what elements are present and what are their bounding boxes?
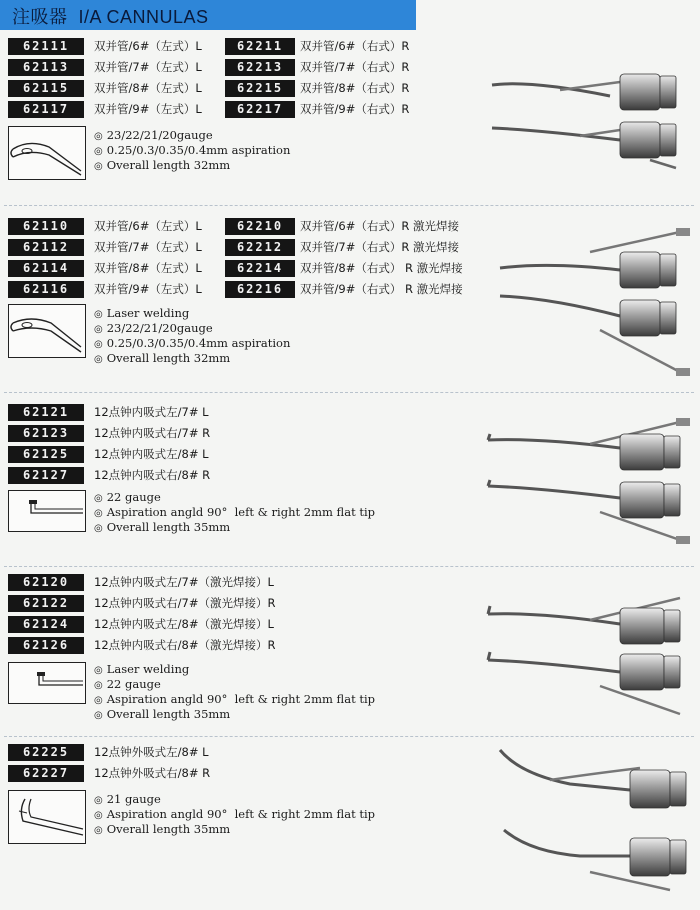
bullet-icon: ◎ xyxy=(94,680,103,691)
product-code: 62216 xyxy=(225,281,295,298)
product-code: 62213 xyxy=(225,59,295,76)
bullet-icon: ◎ xyxy=(94,354,103,365)
product-desc: 双并管/8#（左式）L xyxy=(94,261,202,275)
product-desc: 双并管/8#（右式）R xyxy=(300,81,410,95)
tip-diagram xyxy=(8,790,86,844)
spec-text: Aspiration angld 90° left & right 2mm flat tip xyxy=(106,505,376,519)
product-code: 62124 xyxy=(8,616,84,633)
product-desc: 12点钟内吸式左/8#（激光焊接）L xyxy=(94,617,274,631)
product-code: 62214 xyxy=(225,260,295,277)
product-code: 62113 xyxy=(8,59,84,76)
spec-text: 23/22/21/20gauge xyxy=(106,321,213,335)
product-code: 62125 xyxy=(8,446,84,463)
product-desc: 12点钟内吸式右/8#（激光焊接）R xyxy=(94,638,276,652)
cannula-illustration xyxy=(490,744,696,904)
spec-text: 0.25/0.3/0.35/0.4mm aspiration xyxy=(106,143,291,157)
spec-text: 21 gauge xyxy=(106,792,161,806)
spec-text: Laser welding xyxy=(106,662,190,676)
product-code: 62110 xyxy=(8,218,84,235)
product-desc: 12点钟内吸式右/7# R xyxy=(94,426,211,440)
spec-text: Aspiration angld 90° left & right 2mm flat tip xyxy=(106,692,376,706)
spec-text: 0.25/0.3/0.35/0.4mm aspiration xyxy=(106,336,291,350)
product-code: 62112 xyxy=(8,239,84,256)
spec-line xyxy=(94,792,161,808)
product-code: 62126 xyxy=(8,637,84,654)
product-desc: 双并管/6#（右式）R xyxy=(300,39,410,53)
spec-text: Overall length 35mm xyxy=(106,822,231,836)
bullet-icon: ◎ xyxy=(94,161,103,172)
product-code: 62117 xyxy=(8,101,84,118)
bullet-icon: ◎ xyxy=(94,324,103,335)
product-desc: 双并管/6#（左式）L xyxy=(94,39,202,53)
bullet-icon: ◎ xyxy=(94,825,103,836)
product-code: 62123 xyxy=(8,425,84,442)
product-desc: 双并管/7#（左式）L xyxy=(94,60,202,74)
product-code: 62211 xyxy=(225,38,295,55)
product-desc: 双并管/7#（右式）R xyxy=(300,60,410,74)
product-desc: 12点钟内吸式右/7#（激光焊接）R xyxy=(94,596,276,610)
product-desc: 双并管/6#（左式）L xyxy=(94,219,202,233)
product-code: 62127 xyxy=(8,467,84,484)
product-code: 62210 xyxy=(225,218,295,235)
product-code: 62121 xyxy=(8,404,84,421)
bullet-icon: ◎ xyxy=(94,339,103,350)
bullet-icon: ◎ xyxy=(94,695,103,706)
product-desc: 双并管/9#（左式）L xyxy=(94,102,202,116)
product-code: 62215 xyxy=(225,80,295,97)
bullet-icon: ◎ xyxy=(94,710,103,721)
spec-text: Aspiration angld 90° left & right 2mm flat tip xyxy=(106,807,376,821)
spec-text: Overall length 32mm xyxy=(106,351,231,365)
product-code: 62227 xyxy=(8,765,84,782)
bullet-icon: ◎ xyxy=(94,146,103,157)
spec-line xyxy=(94,822,230,838)
bullet-icon: ◎ xyxy=(94,810,103,821)
bullet-icon: ◎ xyxy=(94,795,103,806)
product-desc: 双并管/7#（左式）L xyxy=(94,240,202,254)
product-code: 62120 xyxy=(8,574,84,591)
bullet-icon: ◎ xyxy=(94,523,103,534)
product-desc: 双并管/8#（左式）L xyxy=(94,81,202,95)
product-desc: 12点钟外吸式右/8# R xyxy=(94,766,211,780)
product-desc: 双并管/8#（右式） R 激光焊接 xyxy=(300,261,463,275)
product-desc: 12点钟内吸式左/7#（激光焊接）L xyxy=(94,575,274,589)
spec-text: Overall length 32mm xyxy=(106,158,231,172)
spec-text: Laser welding xyxy=(106,306,190,320)
product-code: 62122 xyxy=(8,595,84,612)
product-desc: 双并管/9#（左式）L xyxy=(94,282,202,296)
product-code: 62212 xyxy=(225,239,295,256)
product-desc: 双并管/9#（右式）R xyxy=(300,102,410,116)
product-code: 62225 xyxy=(8,744,84,761)
product-desc: 双并管/9#（右式） R 激光焊接 xyxy=(300,282,463,296)
product-code: 62116 xyxy=(8,281,84,298)
bullet-icon: ◎ xyxy=(94,508,103,519)
product-code: 62115 xyxy=(8,80,84,97)
spec-text: Overall length 35mm xyxy=(106,707,231,721)
bullet-icon: ◎ xyxy=(94,493,103,504)
product-code: 62217 xyxy=(225,101,295,118)
spec-line xyxy=(94,807,375,823)
product-desc: 12点钟内吸式左/8# L xyxy=(94,447,209,461)
spec-text: 22 gauge xyxy=(106,490,161,504)
product-desc: 12点钟内吸式右/8# R xyxy=(94,468,211,482)
page-title: 注吸器 I/A CANNULAS xyxy=(12,7,209,27)
spec-text: 23/22/21/20gauge xyxy=(106,128,213,142)
spec-text: Overall length 35mm xyxy=(106,520,231,534)
product-code: 62111 xyxy=(8,38,84,55)
bullet-icon: ◎ xyxy=(94,309,103,320)
product-desc: 双并管/7#（右式）R 激光焊接 xyxy=(300,240,459,254)
bullet-icon: ◎ xyxy=(94,665,103,676)
product-desc: 12点钟内吸式左/7# L xyxy=(94,405,209,419)
bullet-icon: ◎ xyxy=(94,131,103,142)
product-code: 62114 xyxy=(8,260,84,277)
product-desc: 12点钟外吸式左/8# L xyxy=(94,745,209,759)
spec-text: 22 gauge xyxy=(106,677,161,691)
product-desc: 双并管/6#（右式）R 激光焊接 xyxy=(300,219,459,233)
